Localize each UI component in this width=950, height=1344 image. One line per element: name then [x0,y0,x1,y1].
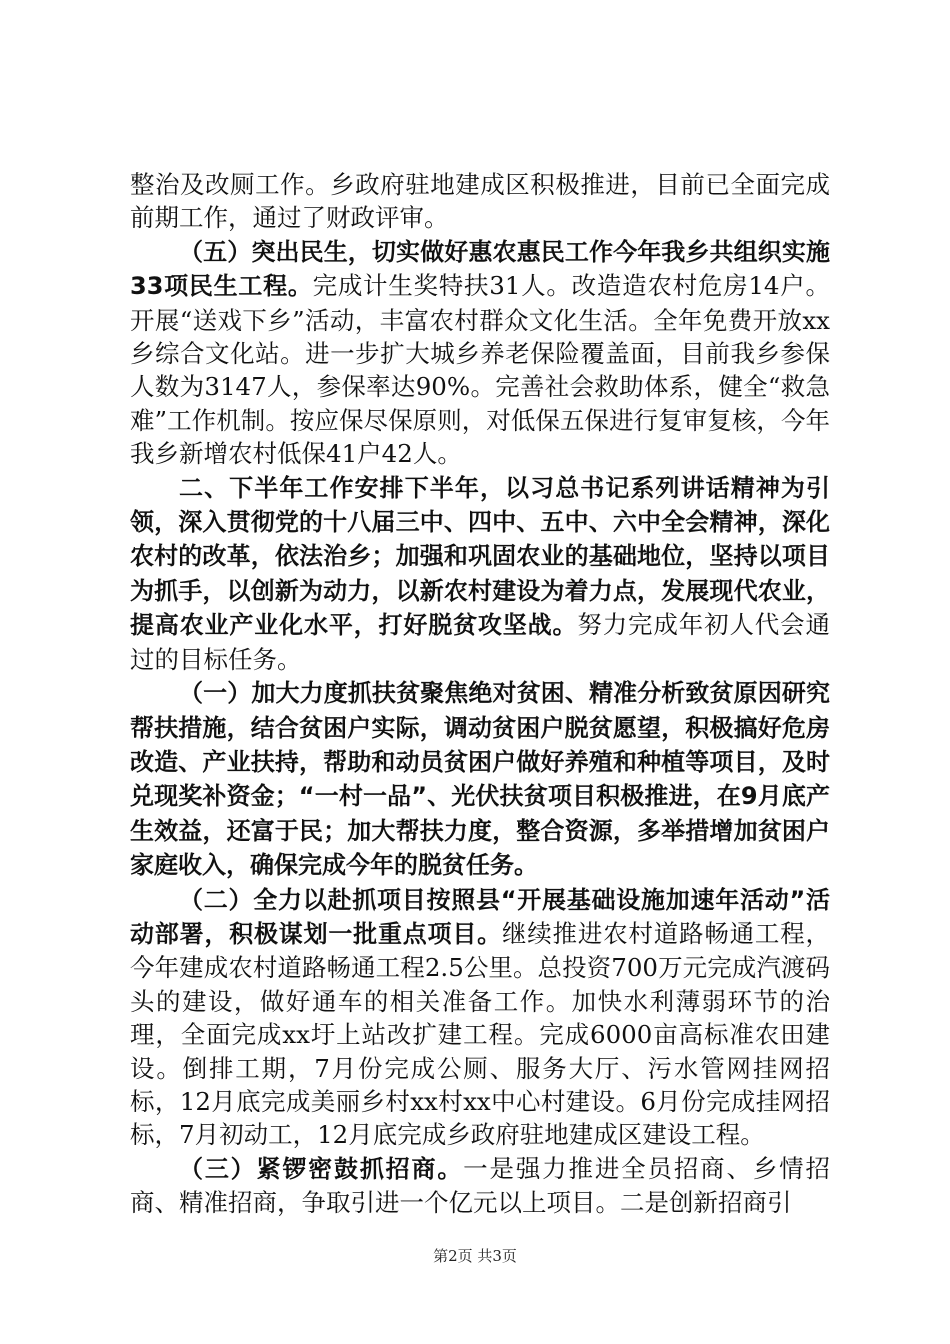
document-body [130,168,830,1220]
paragraph-heading: （五）突出民生，切实做好惠农惠民工作今年我乡共组织实施33项民生工程。 [130,237,830,301]
paragraph-4 [130,676,830,882]
paragraph-text: 整治及改厕工作。乡政府驻地建成区积极推进，目前已全面完成前期工作，通过了财政评审。 [130,170,830,233]
paragraph-heading: （一）加大力度抓扶贫聚焦绝对贫困、精准分析致贫原因研究帮扶措施，结合贫困户实际，调动贫困户脱贫愿望，积极搞好危房改造、产业扶持，帮助和动员贫困户做好养殖和种植等项目，及时兑现奖补资金；“一村一品”、光伏扶贫项目积极推进，在9月底产生效益，还富于民；加大帮扶力度，整合资源，多举措增加贫困户家庭收入，确保完成今年的脱贫任务。 [130,679,830,880]
paragraph-heading: （三）紧锣密鼓抓招商。 [179,1154,464,1183]
page-number-footer: 第2页 共3页 [433,1247,517,1265]
paragraph-heading: （二）全力以赴抓项目按照县“开展基础设施加速年活动”活动部署，积极谋划一批重点项目。 [130,885,830,948]
paragraph-2 [130,235,830,471]
paragraph-1 [130,168,830,235]
paragraph-text: 努力完成年初人代会通过的目标任务。 [130,610,831,674]
paragraph-5 [130,883,830,1152]
paragraph-text: 一是强力推进全员招商、乡情招商、精准招商，争取引进一个亿元以上项目。二是创新招商引 [130,1153,831,1218]
paragraph-text: 继续推进农村道路畅通工程，今年建成农村道路畅通工程2.5公里。总投资700万元完成汽渡码头的建设，做好通车的相关准备工作。加快水利薄弱环节的治理，全面完成xx圩上站改扩建工程。完成6000亩高标准农田建设。倒排工期，7月份完成公厕、服务大厅、污水管网挂网招标，12月底完成美丽乡村xx村xx中心村建设。6月份完成挂网招标，7月初动工，12月底完成乡政府驻地建成区建设工程。 [130,918,831,1150]
paragraph-6 [130,1152,830,1220]
paragraph-text: 完成计生奖特扶31人。改造造农村危房14户。开展“送戏下乡”活动，丰富农村群众文化生活。全年免费开放xx乡综合文化站。进一步扩大城乡养老保险覆盖面，目前我乡参保人数为3147人，参保率达90%。完善社会救助体系，健全“救急难”工作机制。按应保尽保原则，对低保五保进行复审复核，今年我乡新增农村低保41户42人。 [130,271,830,469]
paragraph-3 [130,471,830,676]
paragraph-heading: 二、下半年工作安排下半年，以习总书记系列讲话精神为引领，深入贯彻党的十八届三中、四中、五中、六中全会精神，深化农村的改革，依法治乡；加强和巩固农业的基础地位，坚持以项目为抓手，以创新为动力，以新农村建设为着力点，发展现代农业，提高农业产业化水平，打好脱贫攻坚战。 [130,473,830,640]
